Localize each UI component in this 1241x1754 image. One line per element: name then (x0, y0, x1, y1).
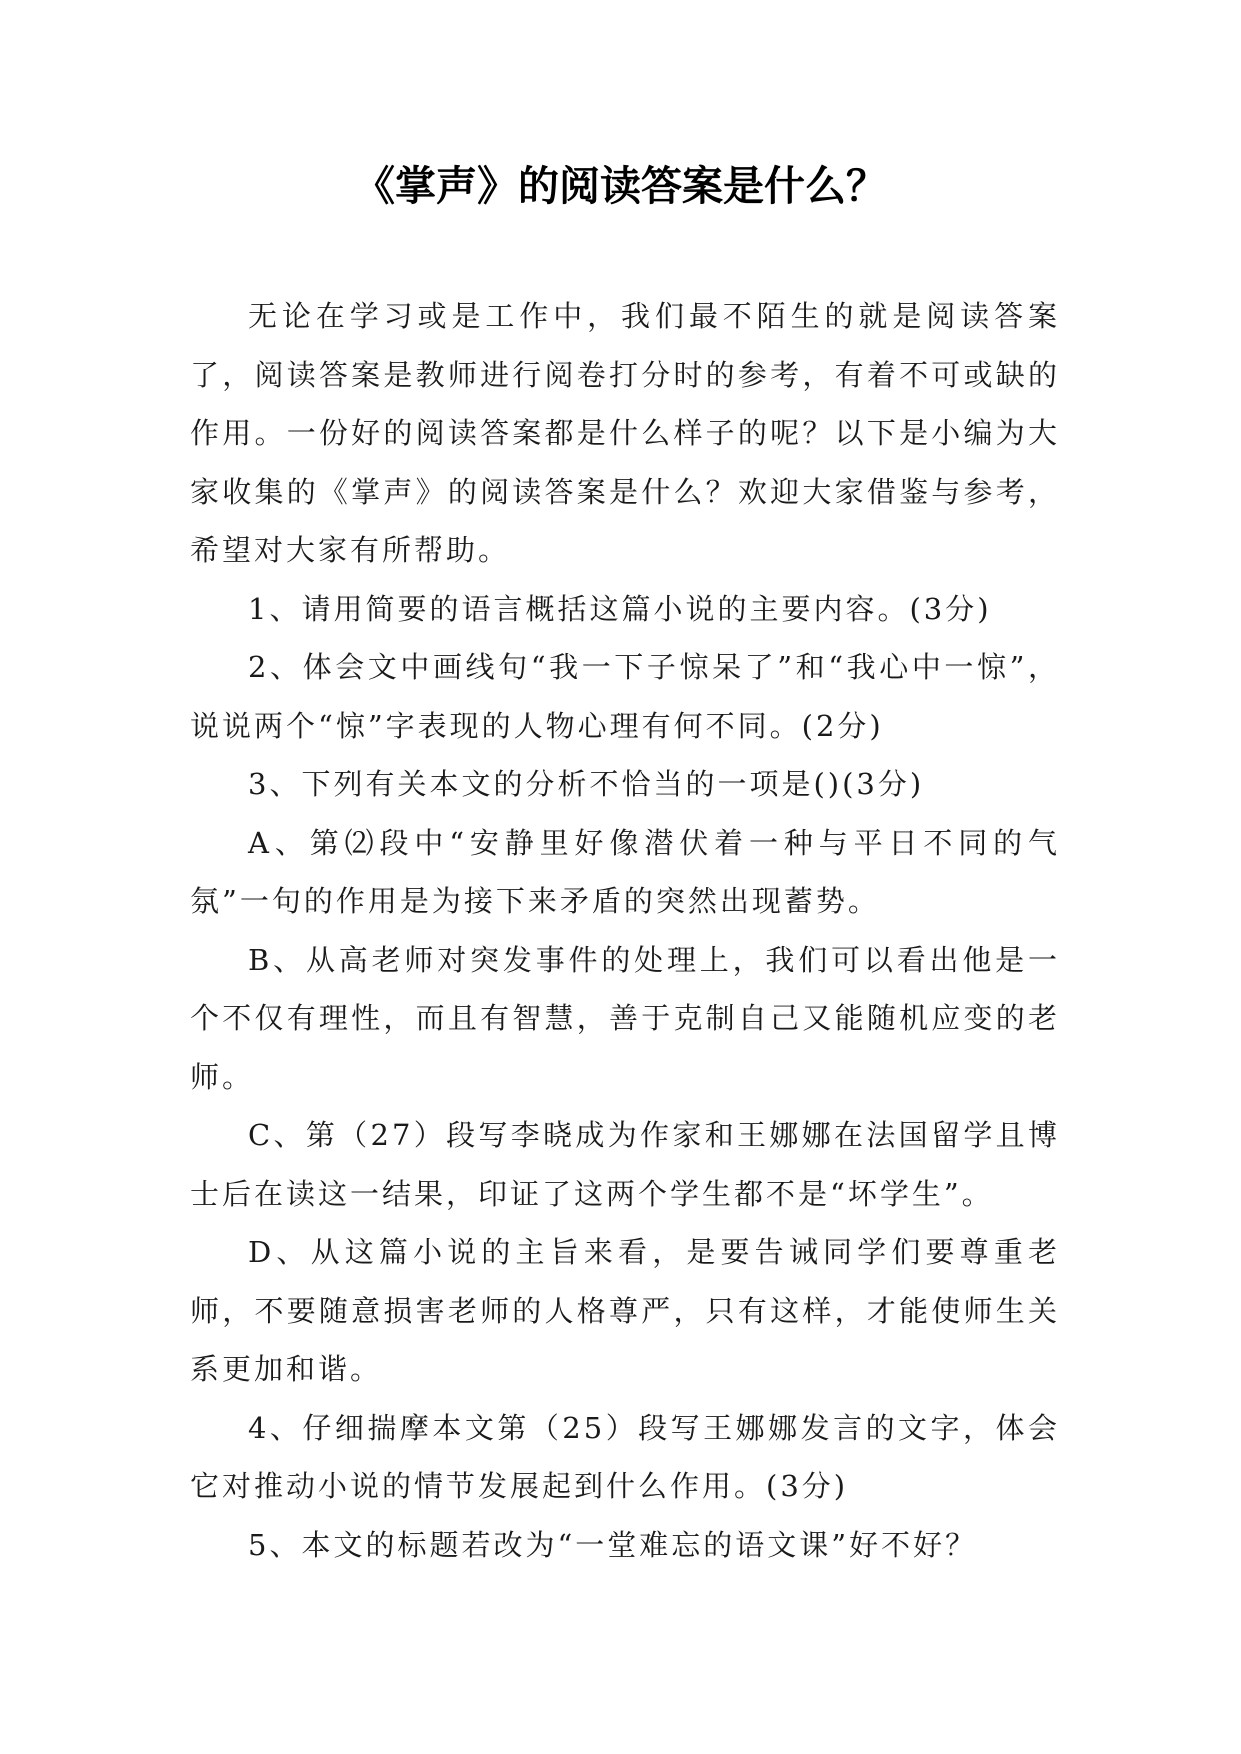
question-1: 1、请用简要的语言概括这篇小说的主要内容。(3分) (248, 591, 992, 626)
question-4: 4、仔细揣摩本文第（25）段写王娜娜发言的文字，体会它对推动小说的情节发展起到什么作用。(3分) (190, 1410, 1060, 1503)
option-d: D、从这篇小说的主旨来看，是要告诫同学们要尊重老师，不要随意损害老师的人格尊严，只有这样，才能使师生关系更加和谐。 (190, 1235, 1060, 1386)
question-3: 3、下列有关本文的分析不恰当的一项是()(3分) (248, 767, 925, 801)
document-body (190, 287, 1060, 1574)
intro-paragraph: 无论在学习或是工作中，我们最不陌生的就是阅读答案了，阅读答案是教师进行阅卷打分时的参考，有着不可或缺的作用。一份好的阅读答案都是什么样子的呢？以下是小编为大家收集的《掌声》的阅读答案是什么？欢迎大家借鉴与参考，希望对大家有所帮助。 (190, 299, 1060, 567)
question-2: 2、体会文中画线句“我一下子惊呆了”和“我心中一惊”，说说两个“惊”字表现的人物心理有何不同。(2分) (190, 650, 1060, 743)
option-b: B、从高老师对突发事件的处理上，我们可以看出他是一个不仅有理性，而且有智慧，善于克制自己又能随机应变的老师。 (190, 942, 1060, 1094)
option-a: A、第⑵段中“安静里好像潜伏着一种与平日不同的气氛”一句的作用是为接下来矛盾的突然出现蓄势。 (190, 825, 1060, 918)
option-c: C、第（27）段写李晓成为作家和王娜娜在法国留学且博士后在读这一结果，印证了这两个学生都不是“坏学生”。 (190, 1118, 1060, 1211)
document-title: 《掌声》的阅读答案是什么？ (354, 162, 887, 210)
question-5: 5、本文的标题若改为“一堂难忘的语文课”好不好？ (248, 1527, 978, 1562)
